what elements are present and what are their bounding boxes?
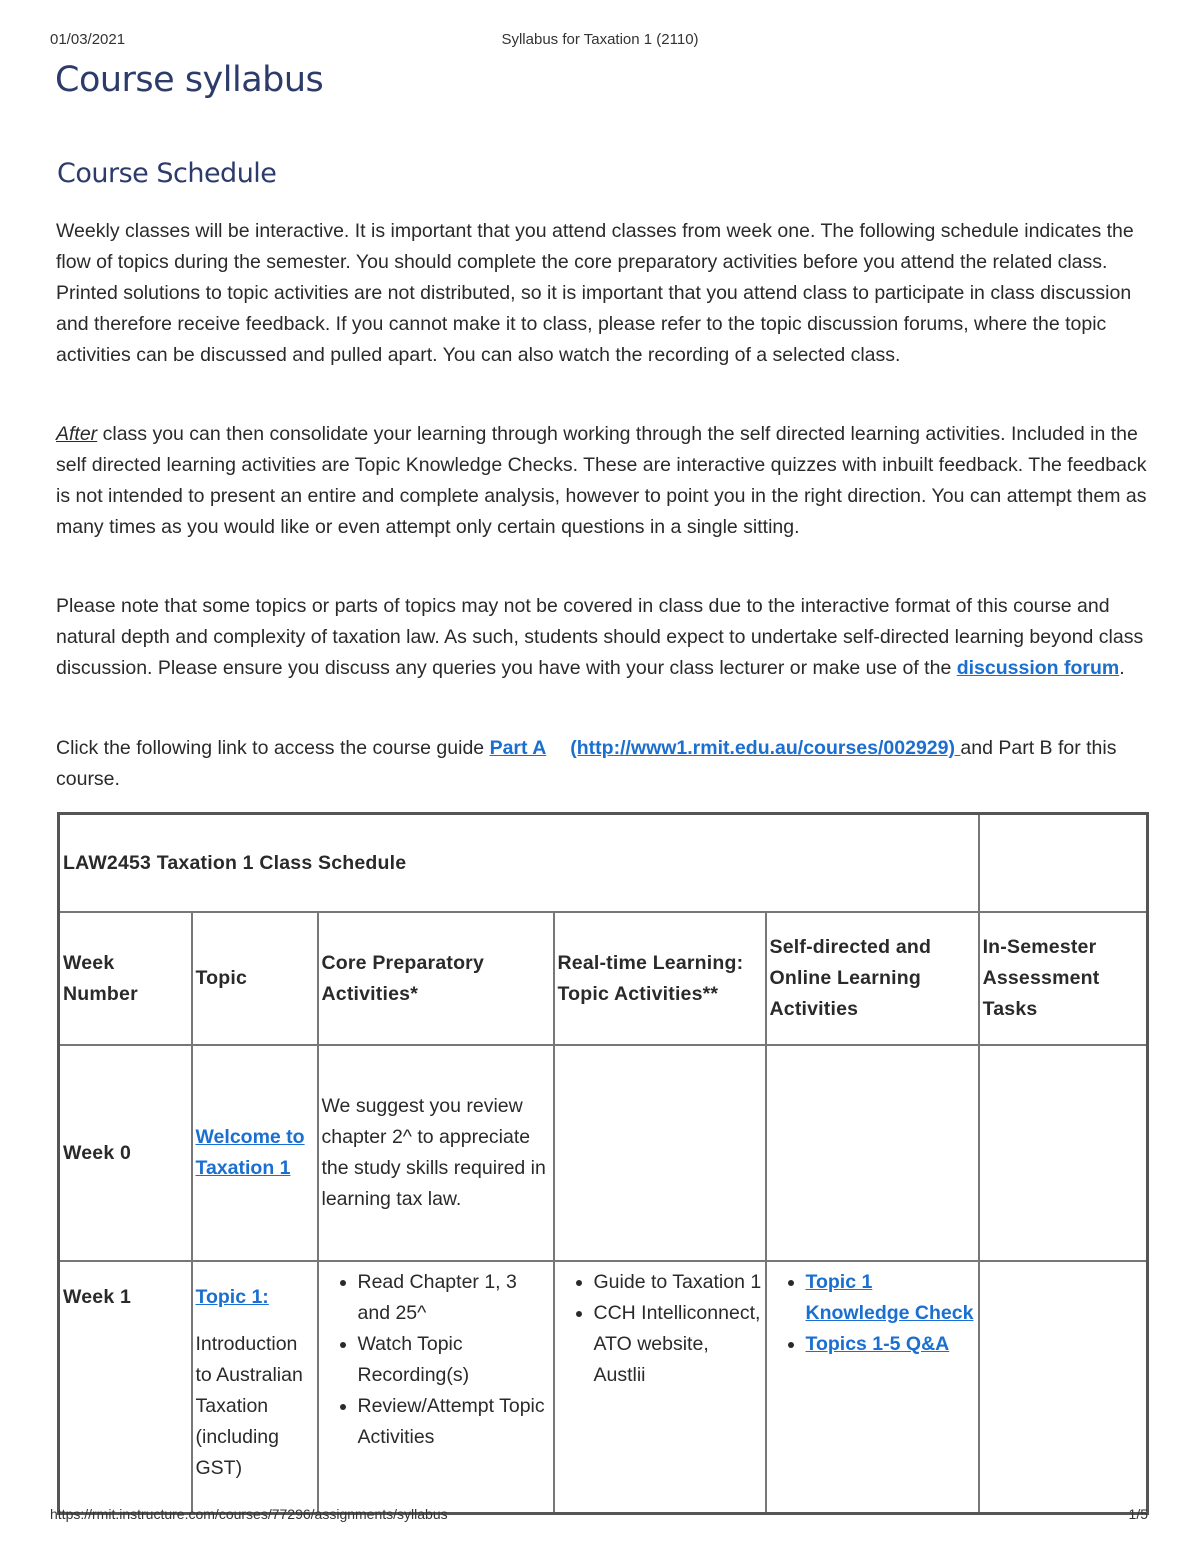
column-header-realtime: Real-time Learning: Topic Activities** [554, 912, 766, 1045]
after-emphasis: After [56, 423, 98, 445]
table-title: LAW2453 Taxation 1 Class Schedule [59, 814, 979, 913]
after-class-text: class you can then consolidate your learning through working through the self directed learning activities. Included in the self directed learning activities are Topic Knowledge Checks. These are interactive quizzes with inbuilt feedback. The feedback is not intended to present an entire and complete analysis, however to point you in the right direction. You can attempt them as many times as you would like or even attempt only certain questions in a single sitting. [56, 423, 1147, 538]
print-footer-url: https://rmit.instructure.com/courses/77296/assignments/syllabus [50, 1506, 448, 1522]
section-title: Course Schedule [57, 158, 277, 189]
table-title-empty-cell [979, 814, 1148, 913]
assessment-cell [979, 1261, 1148, 1514]
topic-cell [192, 1045, 318, 1261]
realtime-cell [554, 1261, 766, 1514]
table-row [59, 1045, 1148, 1261]
realtime-activities-list [558, 1267, 762, 1391]
note-text: Please note that some topics or parts of topics may not be covered in class due to the interactive format of this course and natural depth and complexity of taxation law. As such, students should expect to undertake self-directed learning beyond class discussion. Please ensure you discuss any queries you have with your class lecturer or make use of the [56, 595, 1144, 679]
list-item: • Guide to Taxation 1 [594, 1267, 762, 1298]
topic-link-welcome[interactable]: Welcome to Taxation 1 [195, 1126, 305, 1179]
page-title: Course syllabus [55, 60, 324, 100]
column-header-topic: Topic [192, 912, 318, 1045]
print-document-title: Syllabus for Taxation 1 (2110) [501, 31, 699, 48]
column-header-assessment: In-Semester Assessment Tasks [979, 912, 1148, 1045]
list-item [806, 1267, 975, 1329]
knowledge-check-link[interactable]: Topic 1 Knowledge Check [805, 1271, 974, 1324]
selfdirected-cell [766, 1045, 979, 1261]
after-class-paragraph [56, 419, 1151, 543]
week-cell: Week 1 [59, 1261, 192, 1514]
realtime-cell [554, 1045, 766, 1261]
column-header-week: Week Number [59, 912, 192, 1045]
note-end: . [1119, 657, 1125, 679]
intro-paragraph: Weekly classes will be interactive. It is important that you attend classes from week one. The following schedule indicates the flow of topics during the semester. You should complete the core preparatory activities before you attend the related class. Printed solutions to topic activities are not distributed, so it is important that you attend class to participate in class discussion and therefore receive feedback. If you cannot make it to class, please refer to the topic discussion forums, where the topic activities can be discussed and pulled apart. You can also watch the recording of a selected class. [56, 220, 1134, 366]
list-item [806, 1329, 975, 1360]
core-cell [318, 1261, 554, 1514]
assessment-cell [979, 1045, 1148, 1261]
discussion-forum-link[interactable]: discussion forum [956, 657, 1120, 679]
list-item: • Watch Topic Recording(s) [358, 1329, 550, 1391]
column-header-core: Core Preparatory Activities* [318, 912, 554, 1045]
week-cell: Week 0 [59, 1045, 192, 1261]
core-cell: We suggest you review chapter 2^ to appreciate the study skills required in learning tax law. [318, 1045, 554, 1261]
class-schedule-table [57, 812, 1149, 1515]
table-header-row [59, 912, 1148, 1045]
selfdirected-cell [766, 1261, 979, 1514]
table-row [59, 1261, 1148, 1514]
qa-link[interactable]: Topics 1-5 Q&A [805, 1333, 950, 1355]
topic-cell [192, 1261, 318, 1514]
course-guide-paragraph [56, 733, 1151, 795]
table-title-row [59, 814, 1148, 913]
topic-link-topic-1[interactable]: Topic 1: [195, 1286, 269, 1308]
course-guide-text: Click the following link to access the course guide [56, 737, 490, 759]
column-header-selfdirected: Self-directed and Online Learning Activities [766, 912, 979, 1045]
print-date: 01/03/2021 [50, 31, 126, 48]
note-paragraph [56, 591, 1151, 684]
print-page-number: 1/5 [1128, 1506, 1148, 1522]
core-activities-list [322, 1267, 550, 1453]
course-guide-part-a-link[interactable]: Part A [489, 737, 547, 759]
topic-description: Introduction to Australian Taxation (including GST) [195, 1333, 303, 1479]
course-guide-end: and Part B for this course. [56, 737, 1117, 790]
selfdirected-list [770, 1267, 975, 1360]
course-guide-url-link[interactable]: (http://www1.rmit.edu.au/courses/002929) [570, 737, 961, 759]
list-item: • Read Chapter 1, 3 and 25^ [358, 1267, 550, 1329]
list-item: • Review/Attempt Topic Activities [358, 1391, 550, 1453]
list-item: • CCH Intelliconnect, ATO website, Austlii [594, 1298, 762, 1391]
